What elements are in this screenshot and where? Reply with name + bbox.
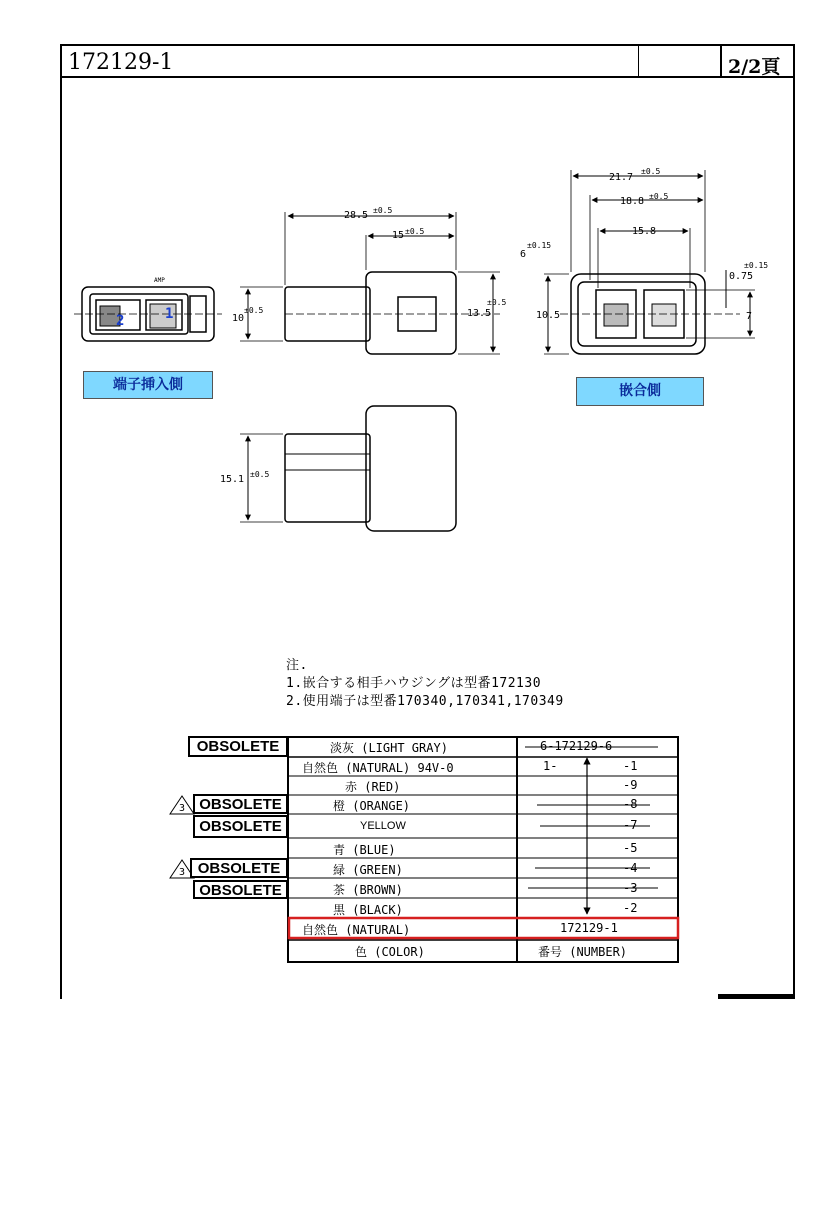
table-row-number: -4	[623, 861, 638, 875]
dim-21-7: 21.7	[609, 172, 634, 183]
table-row-color: 黒 (BLACK)	[333, 903, 403, 917]
dim-15-8: 15.8	[632, 226, 657, 237]
revision-mark-orange: 3	[179, 803, 186, 814]
table-row-number: 1-	[543, 759, 558, 773]
dim-10: 10	[232, 313, 245, 324]
dim-0-75: 0.75	[729, 271, 754, 282]
table-row-color: 自然色 (NATURAL) 94V-0	[302, 761, 454, 775]
dim-28-5: 28.5	[344, 210, 369, 221]
table-row-color: 青 (BLUE)	[333, 843, 396, 857]
table-row-number-highlight: 172129-1	[560, 921, 618, 935]
terminal-side-label: 端子挿入側	[83, 371, 213, 399]
dim-13-5: 13.5	[467, 308, 492, 319]
page-number: 2/2頁	[728, 56, 781, 78]
mating-side-label: 嵌合側	[576, 377, 704, 406]
terminal-side-view	[74, 277, 222, 341]
tol-0-75: ±0.15	[744, 261, 769, 270]
tol-18-8: ±0.5	[649, 192, 669, 201]
table-row-color: 緑 (GREEN)	[333, 863, 403, 877]
side-view	[240, 212, 500, 354]
note-line-2: 2.使用端子は型番170340,170341,170349	[286, 694, 564, 709]
table-row-color: YELLOW	[360, 820, 406, 832]
dim-15: 15	[392, 230, 405, 241]
table-row-number: -3	[623, 881, 638, 895]
tol-13-5: ±0.5	[487, 298, 507, 307]
obsolete-tag-green: OBSOLETE	[190, 858, 288, 878]
tol-15-1: ±0.5	[250, 470, 270, 479]
tol-15: ±0.5	[405, 227, 425, 236]
table-row-number: -5	[623, 841, 638, 855]
table-row-number: -7	[623, 818, 638, 832]
table-row-number: -9	[623, 778, 638, 792]
tol-28-5: ±0.5	[373, 206, 393, 215]
dim-18-8: 18.8	[620, 196, 645, 207]
notes-title: 注.	[286, 658, 308, 673]
table-row-number: 6-172129-6	[540, 739, 613, 753]
dim-7: 7	[746, 311, 753, 322]
dim-6: 6	[520, 249, 527, 260]
table-row-number: -8	[623, 797, 638, 811]
obsolete-tag-brown: OBSOLETE	[193, 880, 288, 899]
table-row-color: 赤 (RED)	[345, 780, 401, 794]
table-row-color: 茶 (BROWN)	[333, 883, 403, 897]
obsolete-tag-yellow: OBSOLETE	[193, 815, 288, 838]
table-row-color: 淡灰 (LIGHT GRAY)	[330, 741, 448, 755]
obsolete-tag-light-gray: OBSOLETE	[188, 736, 288, 757]
table-header-color: 色 (COLOR)	[355, 945, 425, 959]
tol-10: ±0.5	[244, 306, 264, 315]
part-number: 172129-1	[68, 50, 174, 75]
revision-mark-green: 3	[179, 867, 186, 878]
dim-10-5: 10.5	[536, 310, 561, 321]
tol-6: ±0.15	[527, 241, 552, 250]
table-header-number: 番号 (NUMBER)	[538, 945, 628, 959]
cavity-label-2: 2	[116, 313, 125, 329]
bottom-view	[240, 406, 456, 531]
tol-21-7: ±0.5	[641, 167, 661, 176]
table-row-color-highlight: 自然色 (NATURAL)	[302, 923, 411, 937]
table-row-number: -2	[623, 901, 638, 915]
cavity-label-1: 1	[165, 306, 174, 322]
dim-15-1: 15.1	[220, 474, 245, 485]
table-row-color: 橙 (ORANGE)	[333, 799, 411, 813]
obsolete-tag-orange: OBSOLETE	[193, 794, 288, 814]
note-line-1: 1.嵌合する相手ハウジングは型番172130	[286, 676, 542, 691]
amp-mark: AMP	[154, 277, 165, 284]
table-row-number-suffix: -1	[623, 759, 638, 773]
